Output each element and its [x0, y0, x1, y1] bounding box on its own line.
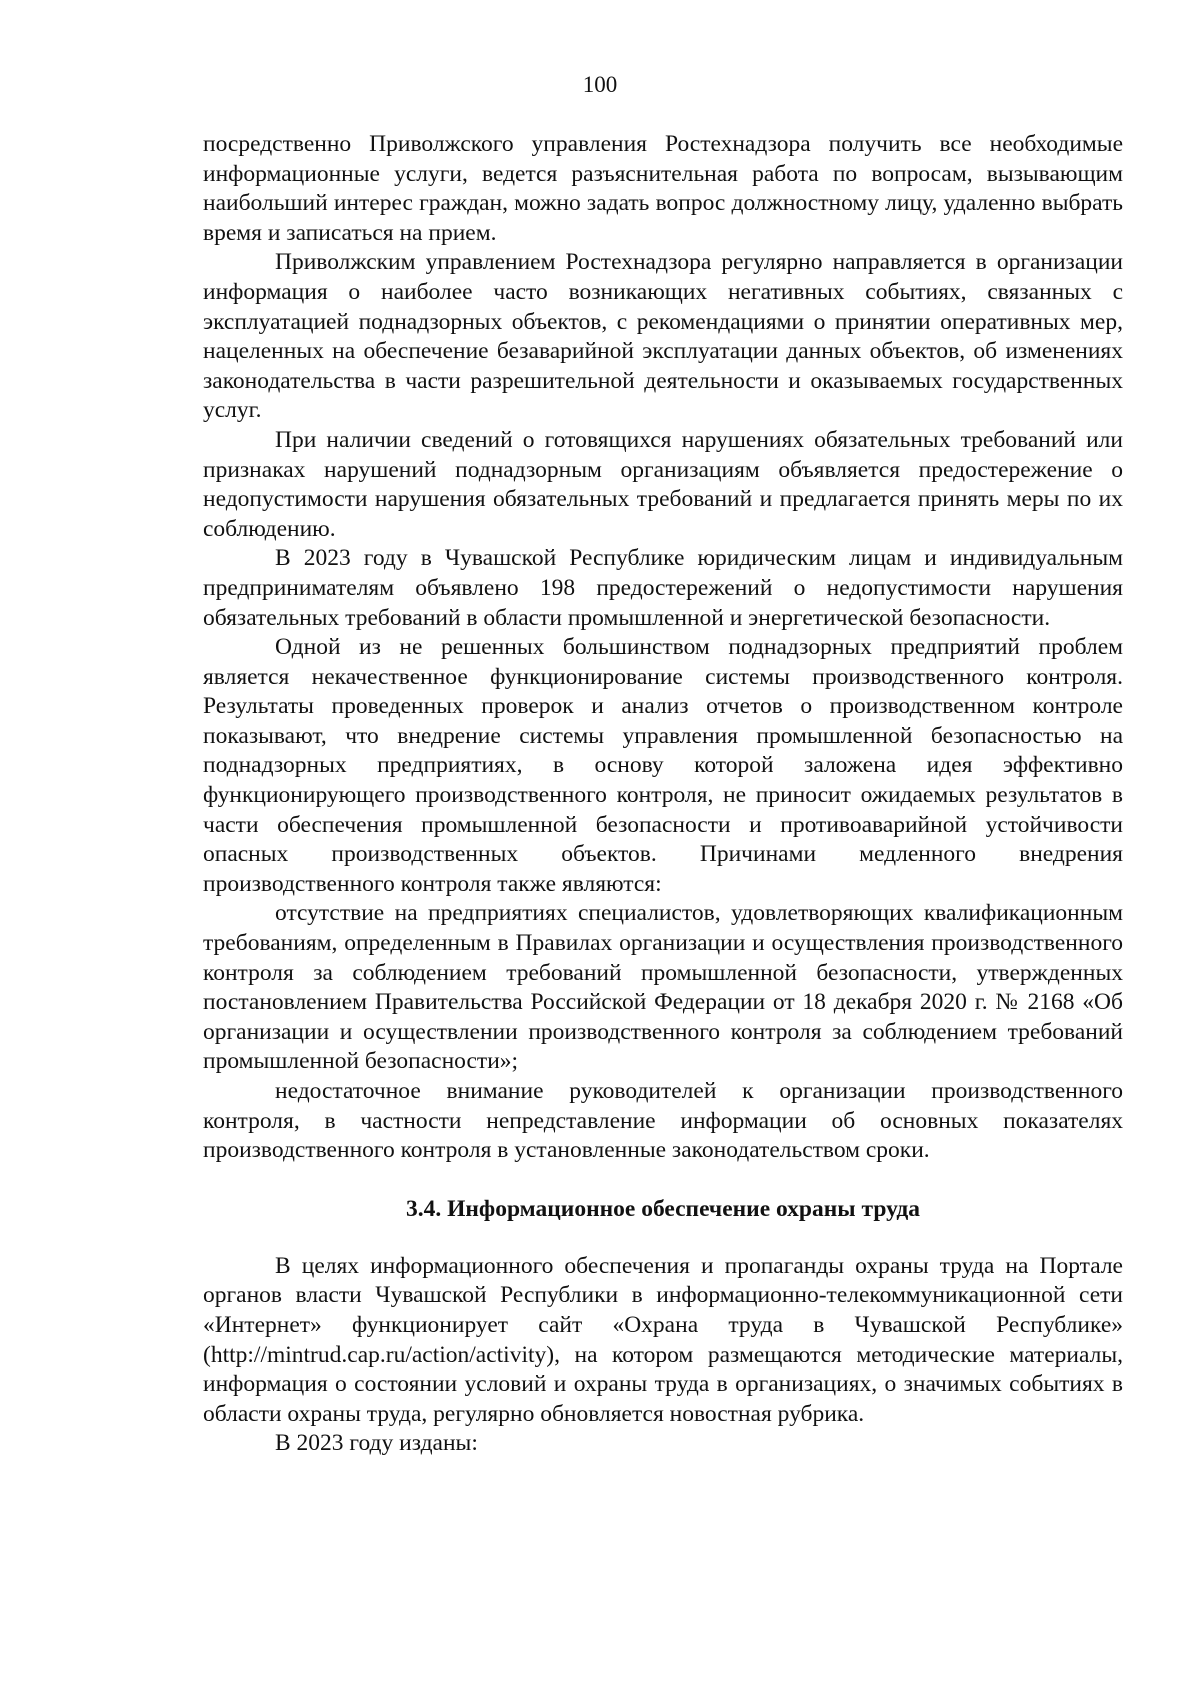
paragraph: В 2023 году изданы: [275, 1430, 478, 1457]
document-body [203, 130, 1123, 1459]
paragraph-continuation: посредственно Приволжского управления Ростехнадзора получить все необходимые информационные услуги, ведется разъяснительная работа по вопросам, вызывающим наибольший интерес граждан, можно задать вопрос должностному лицу, удаленно выбрать время и записаться на прием. [203, 131, 1123, 246]
paragraph: В целях информационного обеспечения и пропаганды охраны труда на Портале органов власти Чувашской Республики в информационно-телекоммуникационной сети «Интернет» функционирует сайт «Охрана труда в Чувашской Республике» (http://mintrud.cap.ru/action/activity), на котором размещаются методические материалы, информация о состоянии условий и охраны труда в организациях, о значимых событиях в области охраны труда, регулярно обновляется новостная рубрика. [203, 1252, 1123, 1427]
paragraph: Приволжским управлением Ростехнадзора регулярно направляется в организации информация о наиболее часто возникающих негативных событиях, связанных с эксплуатацией поднадзорных объектов, с рекомендациями о принятии оперативных мер, нацеленных на обеспечение безаварийной эксплуатации данных объектов, об изменениях законодательства в части разрешительной деятельности и оказываемых государственных услуг. [203, 249, 1123, 424]
page-number: 100 [582, 72, 618, 97]
paragraph: отсутствие на предприятиях специалистов, удовлетворяющих квалификационным требованиям, определенным в Правилах организации и осуществления производственного контроля за соблюдением требований промышленной безопасности, утвержденных постановлением Правительства Российской Федерации от 18 декабря 2020 г. № 2168 «Об организации и осуществлении производственного контроля за соблюдением требований промышленной безопасности»; [203, 900, 1123, 1075]
paragraph: Одной из не решенных большинством поднадзорных предприятий проблем является некачественное функционирование системы производственного контроля. Результаты проведенных проверок и анализ отчетов о производственном контроле показывают, что внедрение системы управления промышленной безопасностью на поднадзорных предприятиях, в основу которой заложена идея эффективно функционирующего производственного контроля, не приносит ожидаемых результатов в части обеспечения промышленной безопасности и противоаварийной устойчивости опасных производственных объектов. Причинами медленного внедрения производственного контроля также являются: [203, 634, 1123, 897]
paragraph: В 2023 году в Чувашской Республике юридическим лицам и индивидуальным предпринимателям объявлено 198 предостережений о недопустимости нарушения обязательных требований в области промышленной и энергетической безопасности. [203, 545, 1123, 631]
section-heading: 3.4. Информационное обеспечение охраны труда [405, 1195, 921, 1222]
paragraph: недостаточное внимание руководителей к организации производственного контроля, в частности непредставление информации об основных показателях производственного контроля в установленные законодательством сроки. [203, 1078, 1123, 1164]
paragraph: При наличии сведений о готовящихся нарушениях обязательных требований или признаках нарушений поднадзорным организациям объявляется предостережение о недопустимости нарушения обязательных требований и предлагается принять меры по их соблюдению. [203, 426, 1123, 542]
